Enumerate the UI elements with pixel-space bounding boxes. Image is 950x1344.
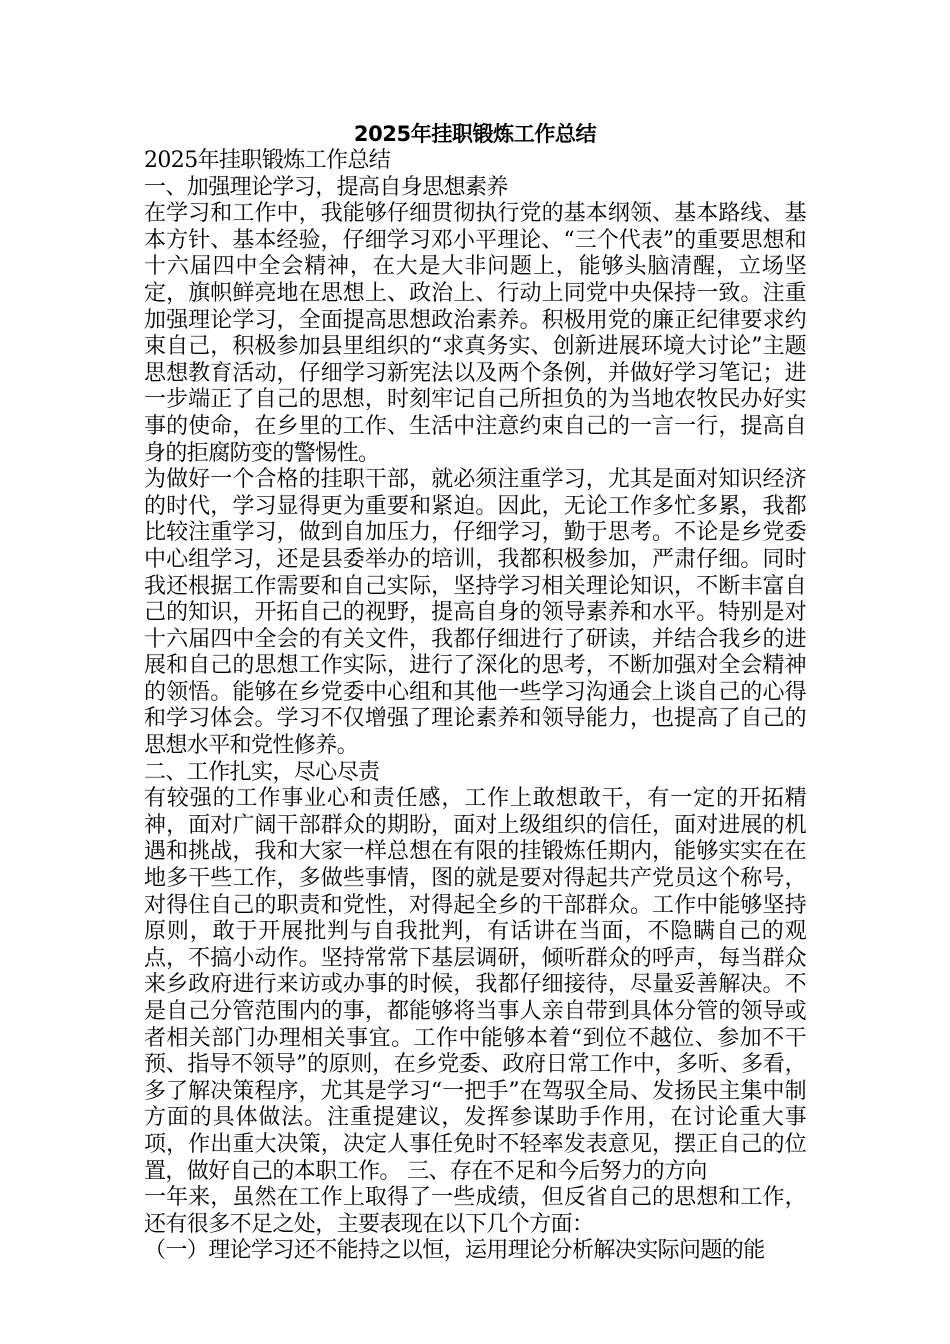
paragraph-5: （一）理论学习还不能持之以恒，运用理论分析解决实际问题的能 [144, 1238, 765, 1264]
paragraph-1: 在学习和工作中，我能够仔细贯彻执行党的基本纲领、基本路线、基本方针、基本经验，仔细学习邓小平理论、“三个代表”的重要思想和十六届四中全会精神，在大是大非问题上，能够头脑清醒，立场坚定，旗帜鲜亮地在思想上、政治上、行动上同党中央保持一致。注重加强理论学习，全面提高思想政治素养。积极用党的廉正纪律要求约束自己，积极参加县里组织的“求真务实、创新进展环境大讨论”主题思想教育活动，仔细学习新宪法以及两个条例，并做好学习笔记；进一步端正了自己的思想，时刻牢记自己所担负的为当地农牧民办好实事的使命，在乡里的工作、生活中注意约束自己的一言一行，提高自身的拒腐防变的警惕性。 [144, 201, 806, 466]
document-page [144, 120, 806, 1265]
paragraph-2: 为做好一个合格的挂职干部，就必须注重学习，尤其是面对知识经济的时代，学习显得更为重要和紧迫。因此，无论工作多忙多累，我都比较注重学习，做到自加压力，仔细学习，勤于思考。不论是乡党委中心组学习，还是县委举办的培训，我都积极参加，严肃仔细。同时我还根据工作需要和自己实际，坚持学习相关理论知识，不断丰富自己的知识，开拓自己的视野，提高自身的领导素养和水平。特别是对十六届四中全会的有关文件，我都仔细进行了研读，并结合我乡的进展和自己的思想工作实际，进行了深化的思考，不断加强对全会精神的领悟。能够在乡党委中心组和其他一些学习沟通会上谈自己的心得和学习体会。学习不仅增强了理论素养和领导能力，也提高了自己的思想水平和党性修养。 [144, 467, 806, 759]
page-title: 2025年挂职锻炼工作总结 [353, 122, 597, 146]
paragraph-3: 有较强的工作事业心和责任感，工作上敢想敢干，有一定的开拓精神，面对广阔干部群众的期盼，面对上级组织的信任，面对进展的机遇和挑战，我和大家一样总想在有限的挂锻炼任期内，能够实实在在地多干些工作，多做些事情，图的就是要对得起共产党员这个称号，对得住自己的职责和党性，对得起全乡的干部群众。工作中能够坚持原则，敢于开展批判与自我批判，有话讲在当面，不隐瞒自己的观点，不搞小动作。坚持常常下基层调研，倾听群众的呼声，每当群众来乡政府进行来访或办事的时候，我都仔细接待，尽量妥善解决。不是自己分管范围内的事，都能够将当事人亲自带到具体分管的领导或者相关部门办理相关事宜。工作中能够本着“到位不越位、参加不干预、指导不领导”的原则，在乡党委、政府日常工作中，多听、多看，多了解决策程序，尤其是学习“一把手”在驾驭全局、发扬民主集中制方面的具体做法。注重提建议，发挥参谋助手作用，在讨论重大事项，作出重大决策，决定人事任免时不轻率发表意见，摆正自己的位置，做好自己的本职工作。 三、存在不足和今后努力的方向 [144, 786, 806, 1184]
section-heading-2: 二、工作扎实，尽心尽责 [144, 759, 380, 785]
paragraph-4: 一年来，虽然在工作上取得了一些成绩，但反省自己的思想和工作，还有很多不足之处，主要表现在以下几个方面： [144, 1185, 806, 1237]
section-heading-1: 一、加强理论学习，提高自身思想素养 [144, 174, 508, 200]
document-subtitle: 2025年挂职锻炼工作总结 [144, 148, 391, 173]
